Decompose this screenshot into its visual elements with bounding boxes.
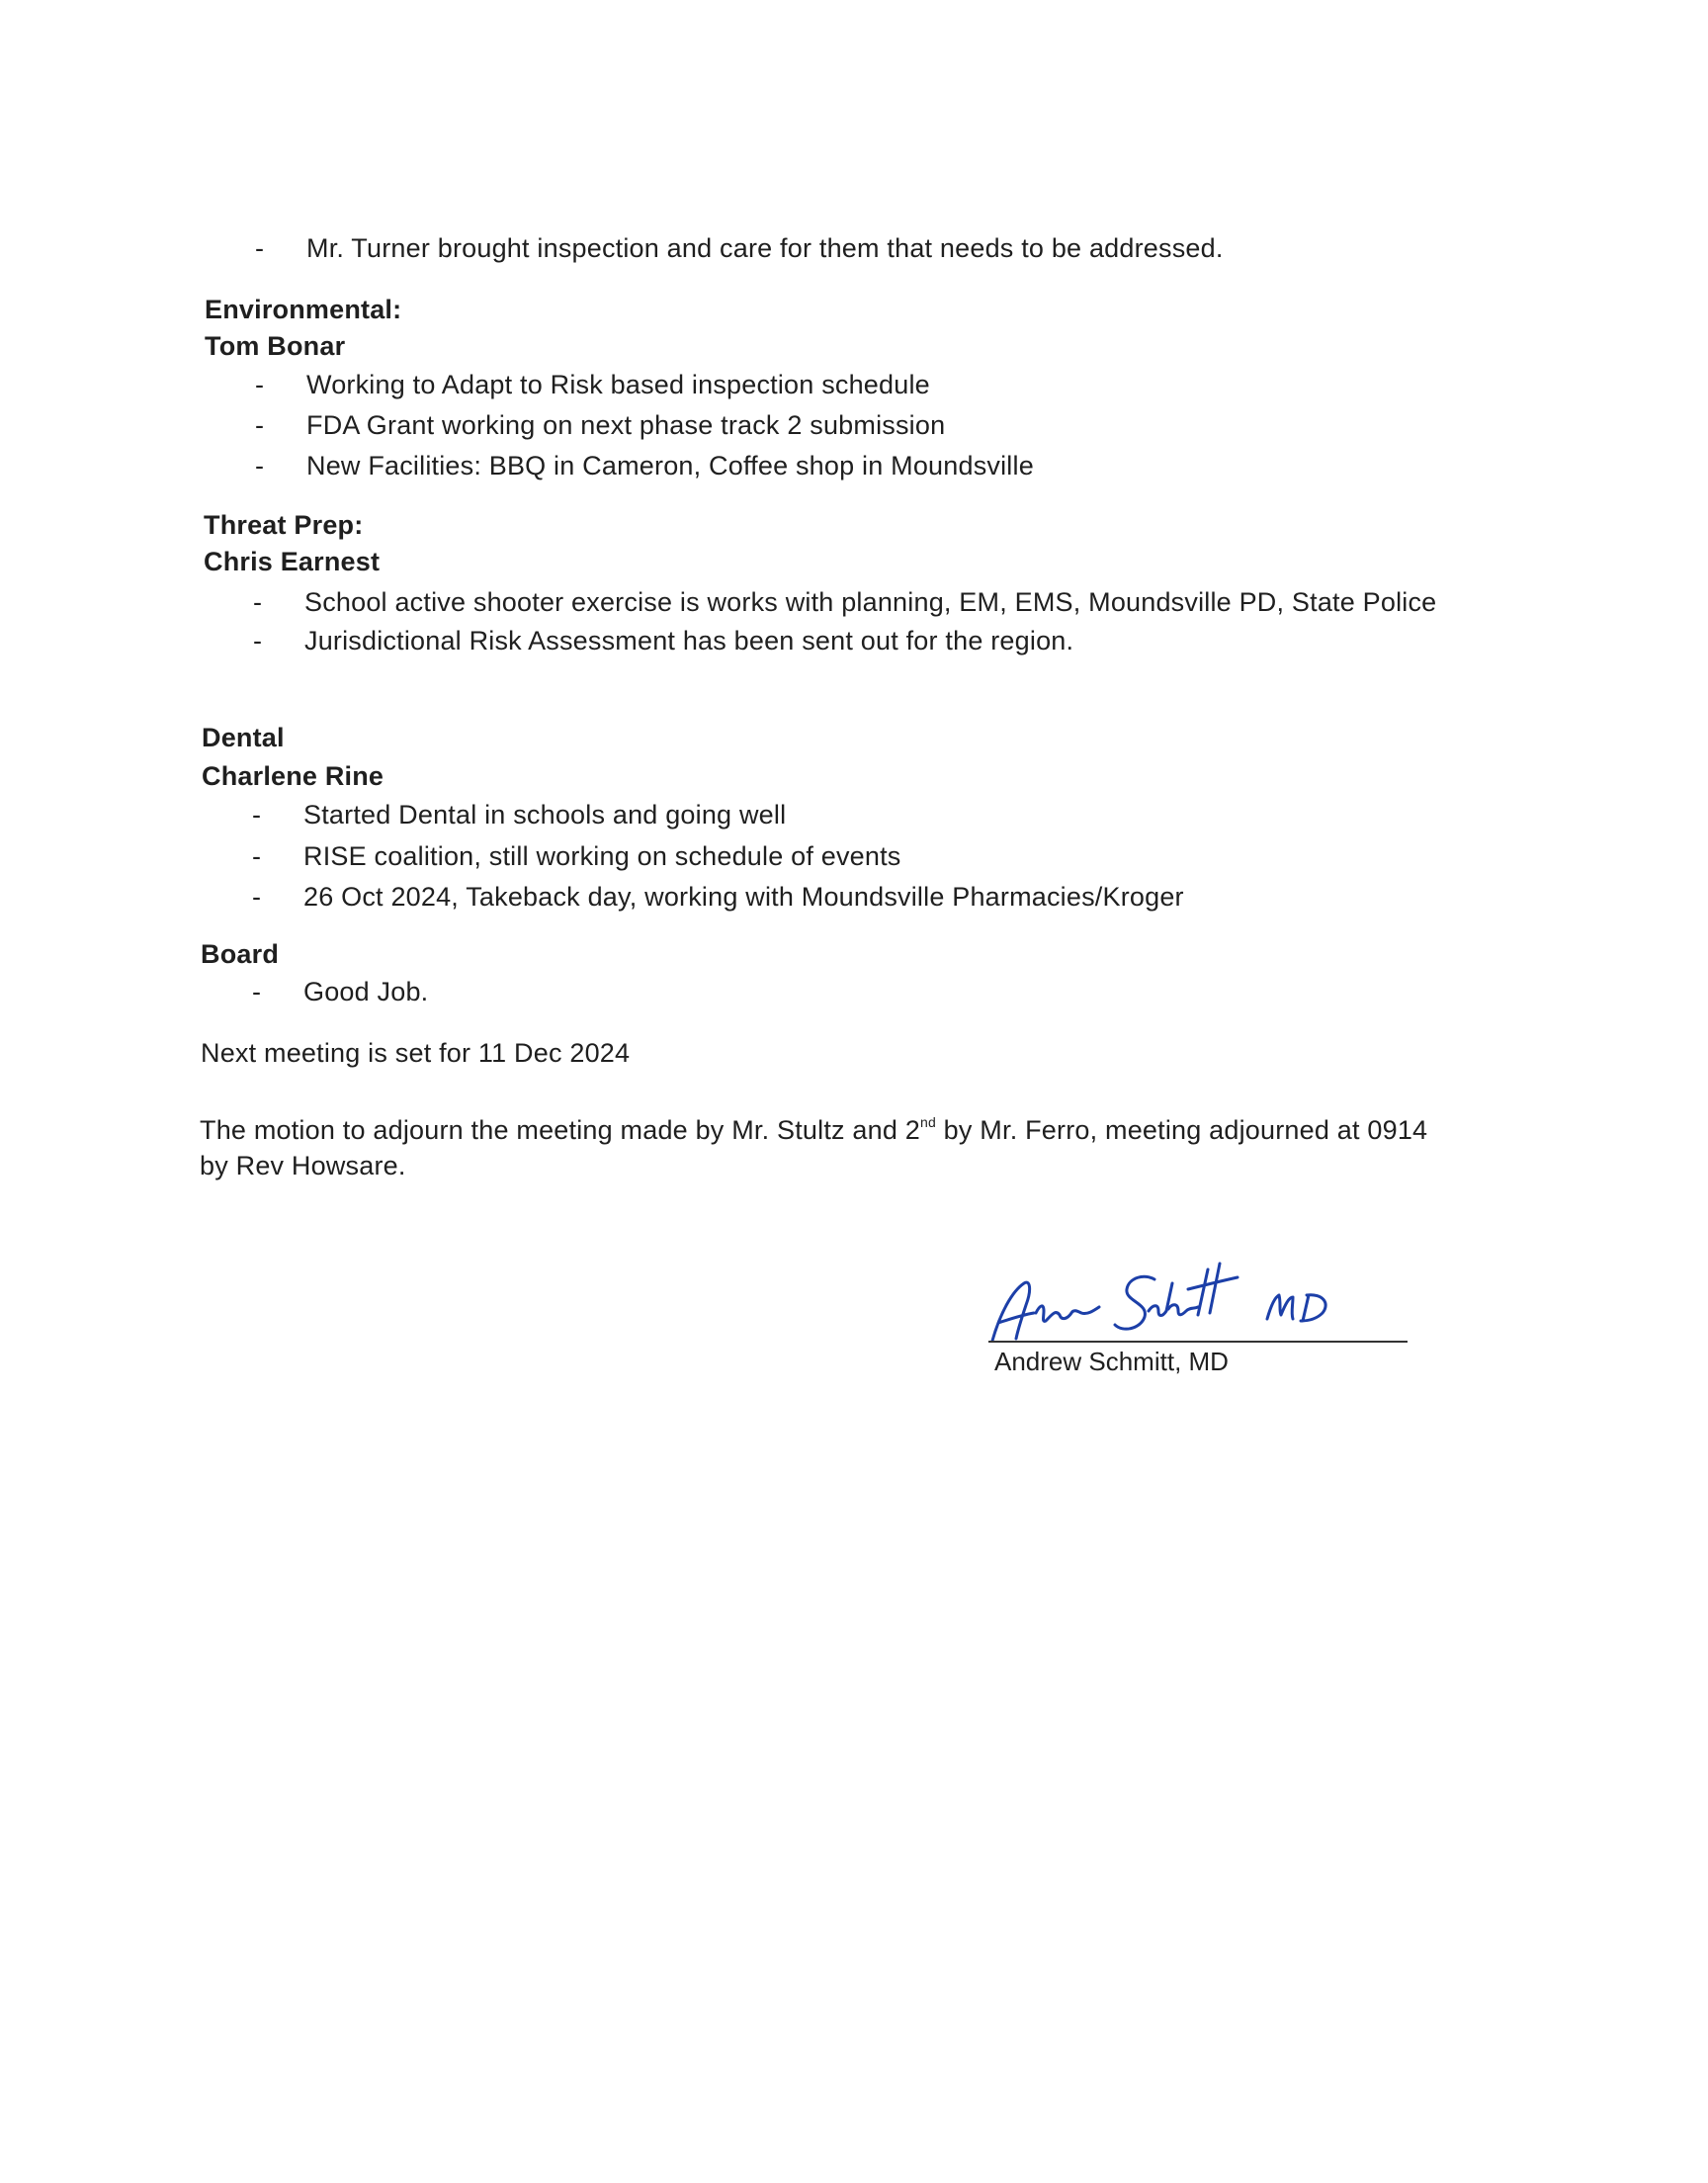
- adjourn-text-part1: The motion to adjourn the meeting made by Mr. Stultz and 2: [200, 1115, 920, 1145]
- bullet-dash: -: [253, 587, 263, 617]
- next-meeting-text: Next meeting is set for 11 Dec 2024: [201, 1038, 631, 1068]
- list-item-text: FDA Grant working on next phase track 2 submission: [306, 410, 946, 440]
- list-item-text: Started Dental in schools and going well: [303, 800, 787, 830]
- section-title-threat-prep: Threat Prep:: [204, 510, 364, 540]
- bullet-dash: -: [255, 410, 265, 440]
- list-item-text: Working to Adapt to Risk based inspection schedule: [306, 370, 930, 399]
- list-item-text: RISE coalition, still working on schedule of events: [303, 841, 901, 871]
- section-title-dental: Dental: [202, 723, 285, 752]
- adjourn-text-part2: by Mr. Ferro, meeting adjourned at 0914: [935, 1115, 1428, 1145]
- presenter-name: Tom Bonar: [205, 331, 346, 361]
- ordinal-suffix: nd: [920, 1114, 936, 1130]
- list-item-text: Jurisdictional Risk Assessment has been sent out for the region.: [304, 626, 1074, 655]
- bullet-dash: -: [252, 841, 262, 871]
- bullet-dash: -: [252, 977, 262, 1006]
- section-title-board: Board: [201, 939, 280, 969]
- list-item-text: New Facilities: BBQ in Cameron, Coffee shop in Moundsville: [306, 451, 1034, 480]
- list-item-text: Good Job.: [303, 977, 429, 1006]
- bullet-dash: -: [252, 882, 262, 912]
- list-item-text: Mr. Turner brought inspection and care for them that needs to be addressed.: [306, 233, 1224, 263]
- signatory-name: Andrew Schmitt, MD: [994, 1347, 1229, 1376]
- bullet-dash: -: [255, 370, 265, 399]
- bullet-dash: -: [255, 233, 265, 263]
- bullet-dash: -: [252, 800, 262, 830]
- adjourn-paragraph: [200, 1113, 1427, 1147]
- signature-line: [988, 1341, 1408, 1343]
- bullet-dash: -: [255, 451, 265, 480]
- list-item-text: 26 Oct 2024, Takeback day, working with Moundsville Pharmacies/Kroger: [303, 882, 1184, 912]
- section-title-environmental: Environmental:: [205, 295, 402, 324]
- bullet-dash: -: [253, 626, 263, 655]
- list-item-text: School active shooter exercise is works with planning, EM, EMS, Moundsville PD, State Police: [304, 587, 1437, 617]
- presenter-name: Chris Earnest: [204, 547, 381, 576]
- handwritten-signature: [979, 1254, 1394, 1353]
- adjourn-line2: by Rev Howsare.: [200, 1151, 406, 1180]
- presenter-name: Charlene Rine: [202, 761, 384, 791]
